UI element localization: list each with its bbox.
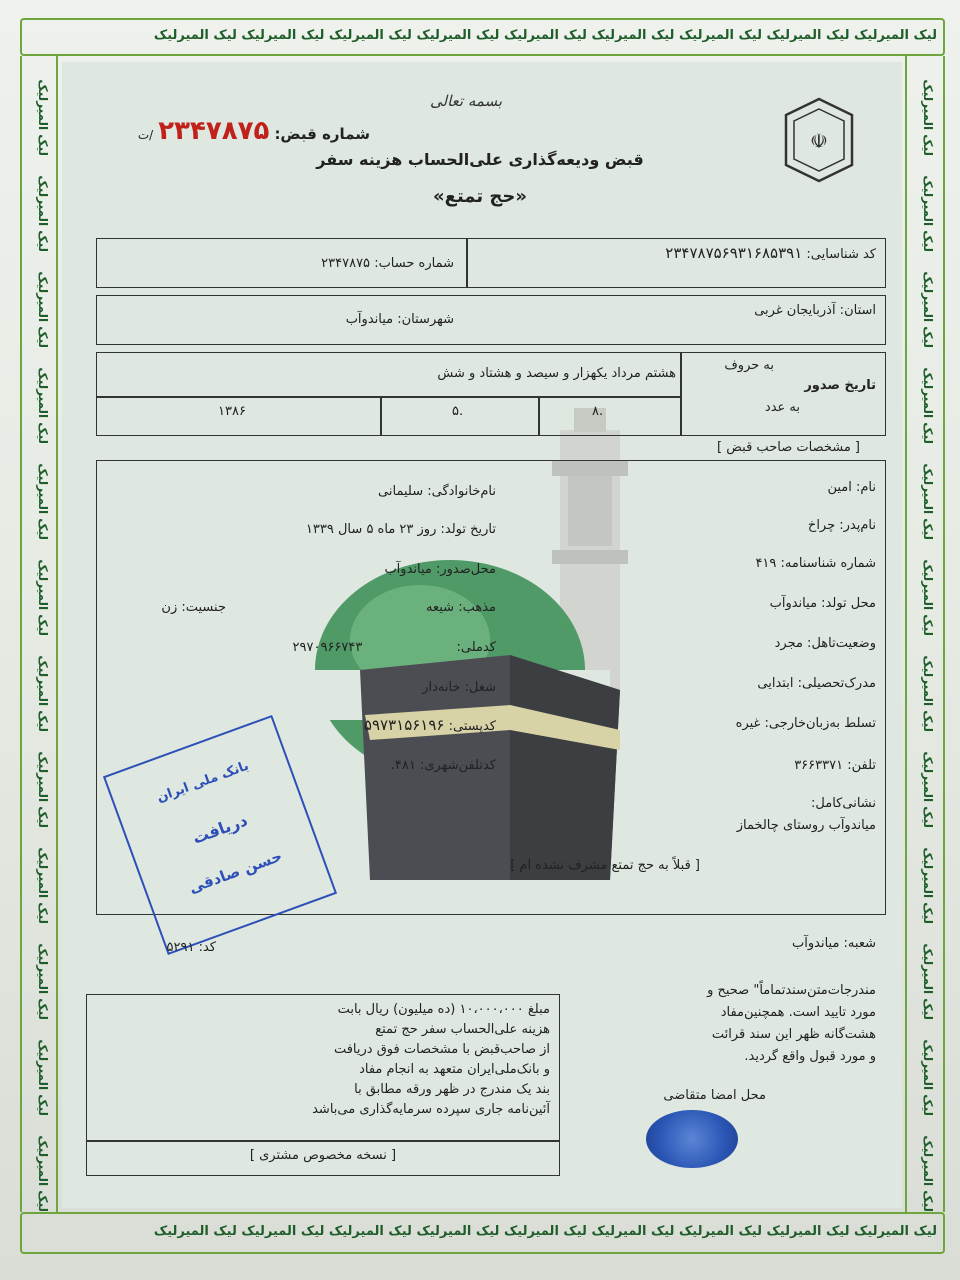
job: شغل: خانه‌دار	[422, 680, 496, 695]
receipt-number	[80, 116, 370, 146]
last-name: نام‌خانوادگی: سلیمانی	[378, 484, 496, 499]
document-subtitle: «حج تمتع»	[433, 186, 527, 207]
border-text: لیک المیرلیک	[328, 1224, 412, 1239]
foreign-language: تسلط به‌زبان‌خارجی: غیره	[735, 716, 876, 731]
border-text: لیک المیرلیک	[678, 28, 762, 43]
owner-section-title: [ مشخصات صاحب قبض ]	[717, 440, 860, 455]
confirmation-line: هشت‌گانه ظهر این سند قرائت	[711, 1027, 876, 1042]
payment-line: بند یک مندرج در ظهر ورقه مطابق با	[354, 1082, 550, 1097]
right-border	[905, 56, 945, 1212]
payment-line: از صاحب‌قبض با مشخصات فوق دریافت	[333, 1042, 550, 1057]
id-code-label: کد شناسایی:	[806, 247, 876, 262]
border-text: لیک المیرلیک	[921, 559, 935, 636]
address-value: میاندوآب روستای چالخماز	[736, 818, 876, 833]
border-text: لیک المیرلیک	[678, 1224, 762, 1239]
border-text: لیک المیرلیک	[591, 28, 675, 43]
id-code	[480, 244, 876, 262]
branch-name: شعبه: میاندوآب	[792, 936, 876, 951]
province: استان: آذربایجان غربی	[754, 303, 876, 318]
border-text: لیک المیرلیک	[36, 79, 50, 156]
id-number: شماره شناسنامه: ۴۱۹	[755, 556, 876, 571]
stamp-line3: حسن صادقی	[186, 846, 285, 898]
payment-line: هزینه علی‌الحساب سفر حج تمتع	[375, 1022, 550, 1037]
issue-month: ۵.	[452, 404, 464, 419]
border-text: لیک المیرلیک	[241, 28, 325, 43]
customer-copy: [ نسخه مخصوص مشتری ]	[249, 1148, 397, 1163]
issue-place: محل‌صدور: میاندوآب	[384, 562, 496, 577]
border-text: لیک المیرلیک	[36, 847, 50, 924]
issue-day: ۸.	[592, 404, 604, 419]
bismillah: بسمه تعالی	[430, 92, 503, 110]
stamp-line1: بانک ملی ایران	[154, 758, 251, 806]
svg-text:☫: ☫	[810, 129, 828, 153]
border-text: لیک المیرلیک	[36, 1039, 50, 1116]
border-text: لیک المیرلیک	[36, 751, 50, 828]
border-text: لیک المیرلیک	[153, 28, 237, 43]
border-text: لیک المیرلیک	[921, 79, 935, 156]
city-phone-code	[290, 758, 496, 773]
border-text: لیک المیرلیک	[36, 559, 50, 636]
marital-status: وضعیت‌تاهل: مجرد	[774, 636, 876, 651]
payment-line: آئین‌نامه جاری سپرده سرمایه‌گذاری می‌باشد	[312, 1102, 550, 1117]
border-text: لیک المیرلیک	[921, 1039, 935, 1116]
account-number	[110, 256, 454, 271]
city: شهرستان: میاندوآب	[345, 312, 454, 327]
education: مدرک‌تحصیلی: ابتدایی	[757, 676, 876, 691]
border-text: لیک المیرلیک	[921, 751, 935, 828]
border-text: لیک المیرلیک	[241, 1224, 325, 1239]
border-text: لیک المیرلیک	[36, 1135, 50, 1212]
border-text: لیک المیرلیک	[36, 943, 50, 1020]
issue-date-label: تاریخ صدور	[804, 378, 876, 393]
border-text: لیک المیرلیک	[854, 28, 937, 43]
account-value: ۲۳۴۷۸۷۵	[321, 256, 371, 271]
city-phone-label: کدتلفن‌شهری:	[419, 758, 496, 773]
confirmation-line: مورد تایید است. همچنین‌مفاد	[720, 1005, 876, 1020]
postal-code-label: کدپستی:	[448, 719, 496, 734]
national-code-label: کدملی:	[456, 640, 496, 655]
border-text: لیک المیرلیک	[921, 943, 935, 1020]
border-text: لیک المیرلیک	[766, 1224, 850, 1239]
signature-stamp	[646, 1110, 738, 1168]
document-title: قبض ودیعه‌گذاری علی‌الحساب هزینه سفر	[316, 150, 644, 169]
confirmation-text	[580, 980, 876, 1068]
city-phone-value: ۴۸۱.	[390, 758, 416, 773]
border-text: لیک المیرلیک	[766, 28, 850, 43]
confirmation-line: مندرجات‌متن‌سند‌تماماً" صحیح و	[707, 983, 876, 998]
birth-place: محل تولد: میاندوآب	[769, 596, 876, 611]
border-text: لیک المیرلیک	[921, 463, 935, 540]
father-name: نام‌پدر: چراخ	[807, 518, 876, 533]
top-border	[20, 18, 945, 56]
border-text: لیک المیرلیک	[921, 655, 935, 732]
border-text: لیک المیرلیک	[416, 28, 500, 43]
signature-label: محل امضا متقاضی	[663, 1088, 766, 1103]
postal-code	[250, 716, 496, 734]
border-text: لیک المیرلیک	[503, 1224, 587, 1239]
border-text: لیک المیرلیک	[36, 655, 50, 732]
border-text: لیک المیرلیک	[328, 28, 412, 43]
stamp-line2: دریافت	[190, 810, 250, 848]
border-text: لیک المیرلیک	[36, 367, 50, 444]
first-name: نام: امین	[827, 480, 876, 495]
border-text: لیک المیرلیک	[36, 271, 50, 348]
in-words-label: به حروف	[724, 358, 774, 373]
border-text: لیک المیرلیک	[854, 1224, 937, 1239]
bottom-border	[20, 1212, 945, 1254]
receipt-number-suffix: /ت	[137, 128, 154, 142]
border-text: لیک المیرلیک	[153, 1224, 237, 1239]
border-text: لیک المیرلیک	[921, 175, 935, 252]
national-code-value: ۲۹۷۰۹۶۶۷۴۳	[292, 640, 363, 655]
border-text: لیک المیرلیک	[36, 175, 50, 252]
border-text: لیک المیرلیک	[591, 1224, 675, 1239]
border-text: لیک المیرلیک	[921, 847, 935, 924]
issue-date-words: هشتم مرداد یکهزار و سیصد و هشتاد و شش	[437, 366, 676, 381]
in-digits-label: به عدد	[764, 400, 800, 415]
phone: تلفن: ۳۶۶۳۳۷۱	[794, 758, 876, 773]
postal-code-value: ۵۹۷۳۱۵۶۱۹۶	[363, 716, 445, 734]
branch-code: کد: ۵۲۹۱	[166, 940, 216, 955]
border-text: لیک المیرلیک	[36, 463, 50, 540]
confirmation-line: و مورد قبول واقع گردید.	[744, 1049, 876, 1064]
border-text: لیک المیرلیک	[503, 28, 587, 43]
payment-line: و بانک‌ملی‌ایران متعهد به انجام مفاد	[359, 1062, 550, 1077]
bank-logo-icon	[782, 95, 856, 185]
left-border	[20, 56, 58, 1212]
gender: جنسیت: زن	[161, 600, 226, 615]
border-text: لیک المیرلیک	[921, 367, 935, 444]
issue-year: ۱۳۸۶	[218, 404, 246, 419]
border-text: لیک المیرلیک	[416, 1224, 500, 1239]
national-code	[150, 640, 496, 655]
border-text: لیک المیرلیک	[921, 1135, 935, 1212]
id-code-value: ۲۳۴۷۸۷۵۶۹۳۱۶۸۵۳۹۱	[665, 244, 803, 262]
account-label: شماره حساب:	[374, 256, 454, 271]
receipt-number-value: ۲۳۴۷۸۷۵	[158, 116, 270, 146]
birth-date: تاریخ تولد: روز ۲۳ ماه ۵ سال ۱۳۳۹	[305, 522, 496, 537]
hajj-note: [ قبلاً به حج تمتع مشرف نشده ام ]	[510, 858, 700, 873]
religion: مذهب: شیعه	[426, 600, 496, 615]
payment-text	[96, 1000, 550, 1120]
address-label: نشانی‌کامل:	[811, 796, 876, 811]
payment-line: مبلغ ۱۰،۰۰۰،۰۰۰ (ده میلیون) ریال بابت	[337, 1002, 550, 1017]
receipt-number-label: شماره قبض:	[274, 125, 370, 143]
border-text: لیک المیرلیک	[921, 271, 935, 348]
